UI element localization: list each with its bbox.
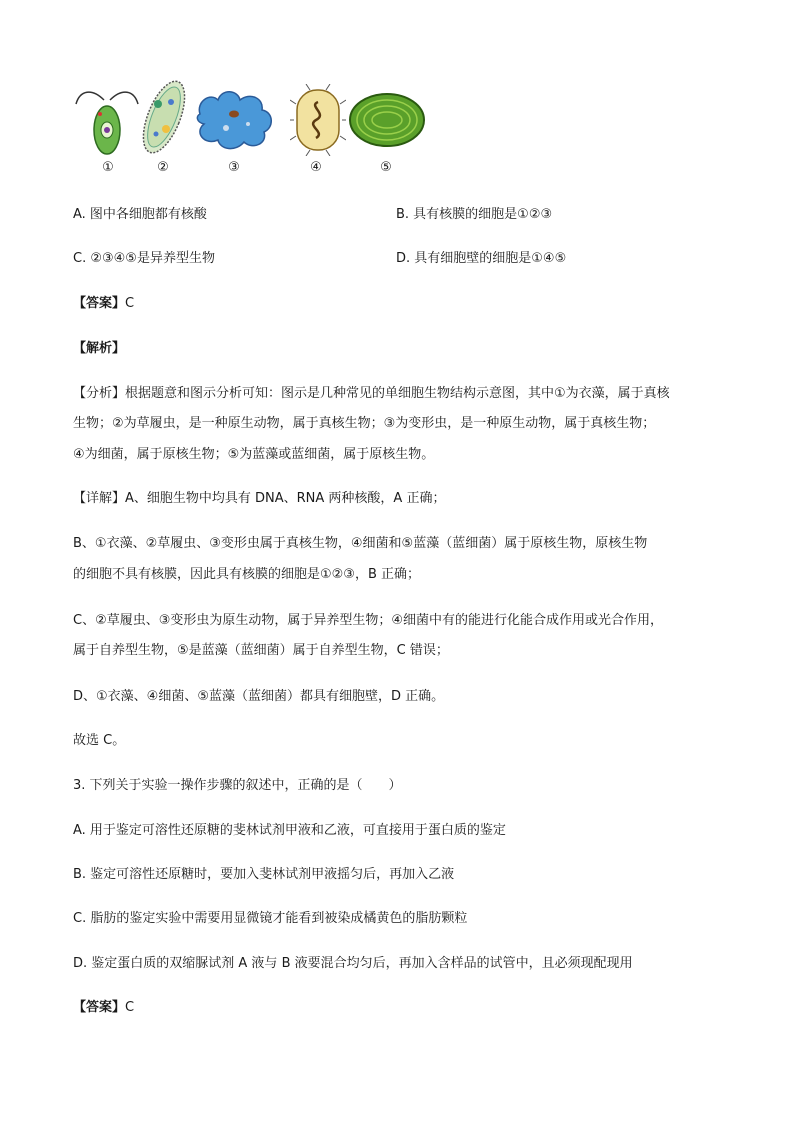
detail-line-3b: 属于自养型生物，⑤是蓝藻（蓝细菌）属于自养型生物，C 错误； (73, 643, 449, 658)
detail-line-2a: B、①衣藻、②草履虫、③变形虫属于真核生物，④细菌和⑤蓝藻（蓝细菌）属于原核生物，原核生物 (73, 536, 648, 551)
detail-line-4: D、①衣藻、④细菌、⑤蓝藻（蓝细菌）都具有细胞壁，D 正确。 (73, 689, 445, 704)
q2-option-c: C. ②③④⑤是异养型生物 (73, 251, 215, 266)
detail-line-1: 【详解】A、细胞生物中均具有 DNA、RNA 两种核酸，A 正确； (73, 491, 446, 506)
conclusion: 故选 C。 (73, 733, 126, 748)
figure-label-1: ① (102, 160, 114, 175)
chlamydomonas-image (72, 78, 142, 160)
q3-answer (73, 999, 134, 1017)
answer-value: C (125, 1000, 135, 1015)
paramecium-image (138, 74, 190, 160)
q3-option-d: D. 鉴定蛋白质的双缩脲试剂 A 液与 B 液要混合均匀后，再加入含样品的试管中，且必须现配现用 (73, 956, 633, 971)
amoeba-image (192, 84, 278, 154)
figure-label-3: ③ (228, 160, 240, 175)
figure-label-5: ⑤ (380, 160, 392, 175)
q3-option-a: A. 用于鉴定可溶性还原糖的斐林试剂甲液和乙液，可直接用于蛋白质的鉴定 (73, 823, 506, 838)
fenxi-line-3: ④为细菌，属于原核生物；⑤为蓝藻或蓝细菌，属于原核生物。 (73, 447, 435, 462)
q2-option-d: D. 具有细胞壁的细胞是①④⑤ (396, 251, 567, 266)
figure-label-2: ② (157, 160, 169, 175)
fenxi-line-1: 【分析】根据题意和图示分析可知：图示是几种常见的单细胞生物结构示意图，其中①为衣藻，属于真核 (73, 386, 670, 401)
bacterium-image (290, 84, 346, 156)
answer-value: C (125, 296, 135, 311)
detail-line-3a: C、②草履虫、③变形虫为原生动物，属于异养型生物；④细菌中有的能进行化能合成作用或光合作用， (73, 613, 664, 628)
analysis-label: 【解析】 (73, 341, 126, 356)
answer-label: 【答案】 (73, 1000, 126, 1015)
fenxi-line-2: 生物；②为草履虫，是一种原生动物，属于真核生物；③为变形虫，是一种原生动物，属于真核生物； (73, 416, 656, 431)
answer-label: 【答案】 (73, 296, 126, 311)
figure-label-4: ④ (310, 160, 322, 175)
detail-line-2b: 的细胞不具有核膜，因此具有核膜的细胞是①②③，B 正确； (73, 567, 421, 582)
q3-stem: 3. 下列关于实验一操作步骤的叙述中，正确的是（ ） (73, 778, 402, 793)
cyanobacterium-image (348, 92, 426, 148)
q2-option-a: A. 图中各细胞都有核酸 (73, 207, 207, 222)
q2-option-b: B. 具有核膜的细胞是①②③ (396, 207, 553, 222)
q3-option-b: B. 鉴定可溶性还原糖时，要加入斐林试剂甲液摇匀后，再加入乙液 (73, 867, 455, 882)
q3-option-c: C. 脂肪的鉴定实验中需要用显微镜才能看到被染成橘黄色的脂肪颗粒 (73, 911, 468, 926)
q2-answer (73, 295, 134, 313)
